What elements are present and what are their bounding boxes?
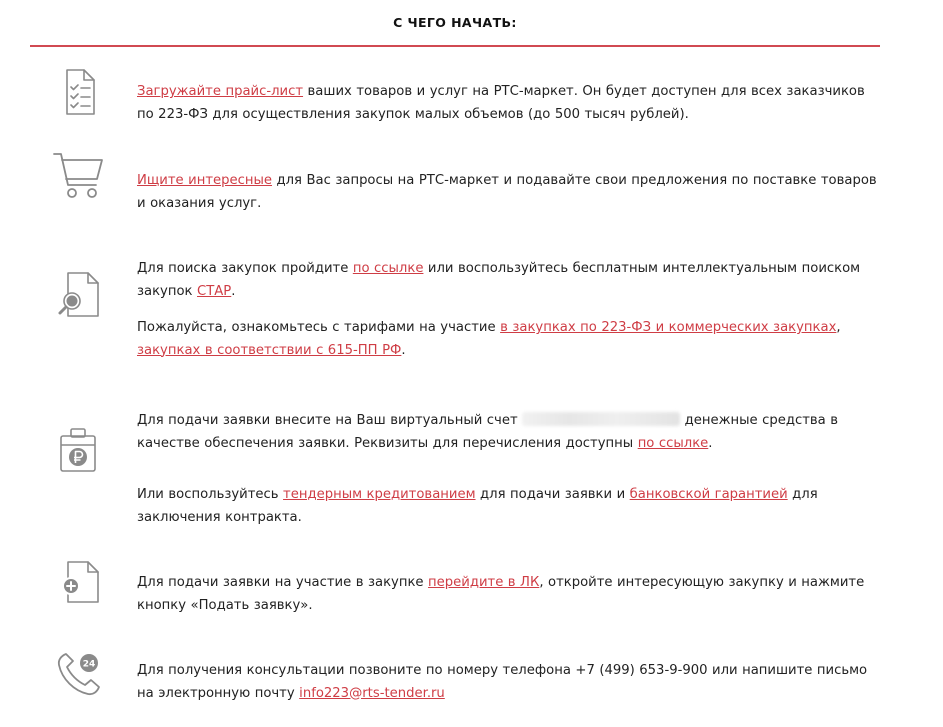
step-find-purchases: Для поиска закупок пройдите по ссылке или воспользуйтесь бесплатным интеллектуальным поиском закупок СТАР. <box>137 261 861 299</box>
document-checklist-icon <box>50 65 106 121</box>
search-interesting-link[interactable]: Ищите интересные <box>137 173 273 188</box>
shopping-cart-icon <box>50 148 106 204</box>
bank-guarantee-link[interactable]: банковской гарантией <box>629 487 788 502</box>
redacted-account-number <box>522 412 680 426</box>
page-title: С ЧЕГО НАЧАТЬ: <box>393 15 517 30</box>
step-submit-application: Для подачи заявки на участие в закупке перейдите в ЛК, откройте интересующую закупку и нажмите кнопку «Подать заявку». <box>137 575 865 613</box>
purchase-search-link[interactable]: по ссылке <box>352 261 424 276</box>
tariffs-615-link[interactable]: закупках в соответствии с 615-ПП РФ <box>137 342 402 358</box>
star-search-link[interactable]: СТАР <box>197 283 232 299</box>
title-divider <box>30 45 880 47</box>
upload-price-list-link[interactable]: Загружайте прайс-лист <box>137 84 304 99</box>
step-consultation: Для получения консультации позвоните по номеру телефона +7 (499) 653-9-900 или напишите письмо на электронную почту info223@rts-tender.ru <box>137 663 868 701</box>
step-credit-guarantee: Или воспользуйтесь тендерным кредитованием для подачи заявки и банковской гарантией для заключения контракта. <box>137 487 818 525</box>
step-virtual-account: Для подачи заявки внесите на Ваш виртуальный счет денежные средства в качестве обеспечения заявки. Реквизиты для перечисления доступны по ссылке. <box>137 413 839 451</box>
email-link[interactable]: info223@rts-tender.ru <box>299 685 445 701</box>
step-tariffs: Пожалуйста, ознакомьтесь с тарифами на участие в закупках по 223-ФЗ и коммерческих закупках, закупках в соответствии с 615-ПП РФ. <box>137 320 841 358</box>
tender-credit-link[interactable]: тендерным кредитованием <box>283 487 476 502</box>
step-search-requests: Ищите интересные для Вас запросы на РТС-маркет и подавайте свои предложения по поставке товаров и оказания услуг. <box>137 173 877 211</box>
document-add-icon <box>50 555 106 611</box>
tariffs-223-link[interactable]: в закупках по 223-ФЗ и коммерческих закупках <box>500 320 837 335</box>
step-upload-price-list: Загружайте прайс-лист ваших товаров и услуг на РТС-маркет. Он будет доступен для всех заказчиков по 223-ФЗ для осуществления закупок малых объемов (до 500 тысяч рублей). <box>137 84 865 122</box>
ruble-briefcase-icon <box>50 425 106 481</box>
document-search-icon <box>50 264 106 320</box>
requisites-link[interactable]: по ссылке <box>637 435 709 451</box>
phone-24-icon <box>50 648 106 704</box>
personal-account-link[interactable]: перейдите в ЛК <box>428 575 540 590</box>
svg-text:24: 24 <box>82 659 96 670</box>
